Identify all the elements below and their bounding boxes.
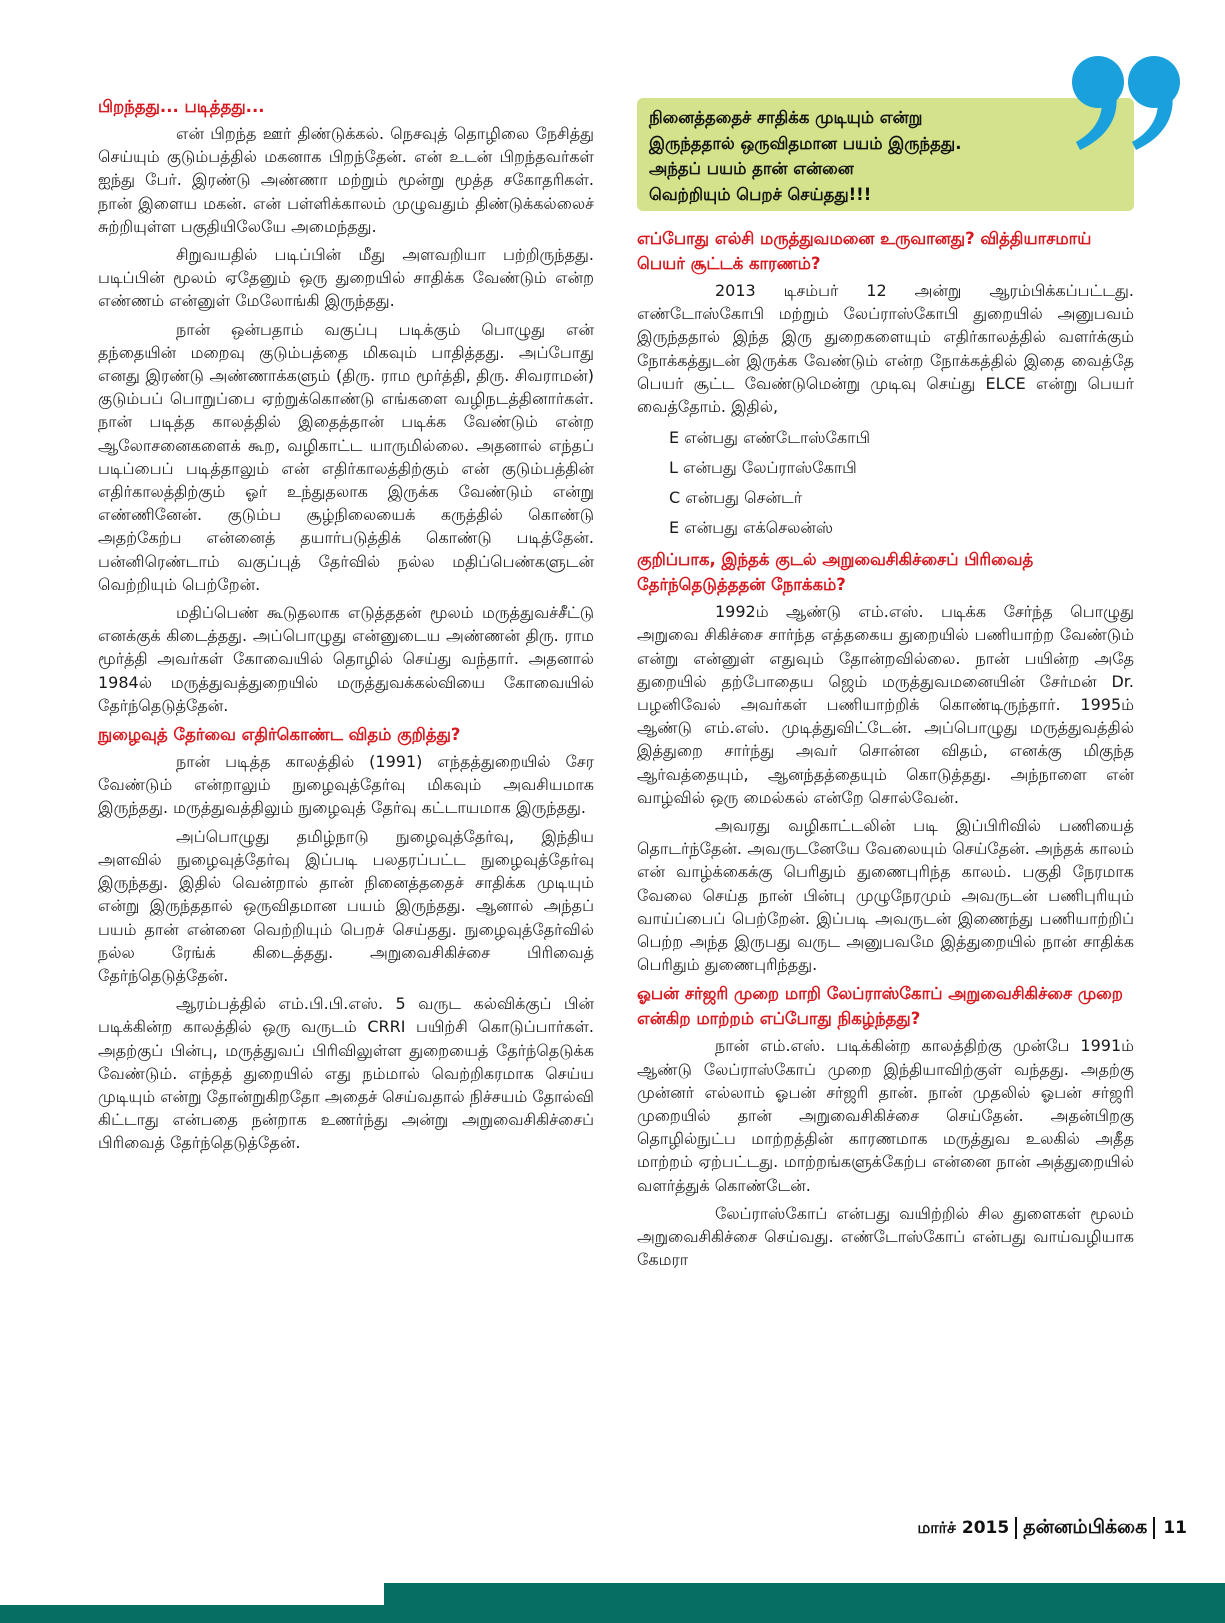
section-heading-specialization: குறிப்பாக, இந்தக் குடல் அறுவைசிகிச்சைப் பிரிவைத் தேர்ந்தெடுத்ததன் நோக்கம்?	[637, 550, 1034, 595]
paragraph: அப்பொழுது தமிழ்நாடு நுழைவுத்தேர்வு, இந்திய அளவில் நுழைவுத்தேர்வு இப்படி பலதரப்பட்ட நுழைவுத்தேர்வு இருந்தது. இதில் வென்றால் தான் நினைத்ததைச் சாதிக்க முடியும் என்று இருந்ததால் ஒருவிதமான பயம் இருந்தது. ஆனால் அந்தப் பயம் தான் என்னை வெற்றியும் பெறச் செய்தது. நுழைவுத்தேர்வில் நல்ல ரேங்க் கிடைத்தது. அறுவைசிகிச்சை பிரிவைத் தேர்ந்தெடுத்தேன்.	[98, 826, 594, 985]
left-column	[98, 90, 594, 1160]
section-heading-elce: எப்போது எல்சி மருத்துவமனை உருவானது? வித்தியாசமாய் பெயர் சூட்டக் காரணம்?	[637, 229, 1092, 273]
bottom-color-strip	[0, 1605, 1225, 1623]
section-heading-laparoscopy: ஓபன் சர்ஜரி முறை மாறி லேப்ராஸ்கோப் அறுவைசிகிச்சை முறை என்கிற மாற்றம் எப்போது நிகழ்ந்தது?	[637, 984, 1123, 1029]
elce-list-item: L என்பது லேப்ராஸ்கோபி	[669, 458, 857, 478]
right-column	[637, 222, 1134, 1277]
paragraph: லேப்ராஸ்கோப் என்பது வயிற்றில் சில துளைகள் மூலம் அறுவைசிகிச்சை செய்வது. எண்டோஸ்கோப் என்பது வாய்வழியாக கேமரா	[637, 1203, 1134, 1270]
paragraph: 2013 டிசம்பர் 12 அன்று ஆரம்பிக்கப்பட்டது. எண்டோஸ்கோபி மற்றும் லேப்ராஸ்கோபி துறையில் அனுபவம் இருந்ததால் இந்த இரு துறைகளையும் எதிர்காலத்தில் வளர்க்கும் நோக்கத்துடன் இருக்க வேண்டும் என்ற நோக்கத்தில் இதை வைத்தே பெயர் சூட்ட வேண்டுமென்று முடிவு செய்து ELCE என்று பெயர் வைத்தோம். இதில்,	[637, 281, 1134, 417]
pull-quote-line: நினைத்ததைச் சாதிக்க முடியும் என்று	[649, 108, 923, 127]
pull-quote-line: வெற்றியும் பெறச் செய்தது!!!	[649, 184, 872, 204]
paragraph: நான் ஒன்பதாம் வகுப்பு படிக்கும் பொழுது என் தந்தையின் மறைவு குடும்பத்தை மிகவும் பாதித்தது. அப்போது எனது இரண்டு அண்ணாக்களும் (திரு. ராம மூர்த்தி, திரு. சிவராமன்) குடும்பப் பொறுப்பை ஏற்றுக்கொண்டு எங்களை வழிநடத்தினார்கள். நான் படித்த காலத்தில் இதைத்தான் படிக்க வேண்டும் என்ற ஆலோசனைகளைக் கூற, வழிகாட்ட யாருமில்லை. அதனால் எந்தப் படிப்பைப் படித்தாலும் என் எதிர்காலத்திற்கும் என் குடும்பத்தின் எதிர்காலத்திற்கும் ஓர் உந்துதலாக இருக்க வேண்டும் என்று எண்ணினேன். குடும்ப சூழ்நிலையைக் கருத்தில் கொண்டு அதற்கேற்ப என்னைத் தயார்படுத்திக் கொண்டு படித்தேன். பன்னிரெண்டாம் வகுப்புத் தேர்வில் நல்ல மதிப்பெண்களுடன் வெற்றியும் பெற்றேன்.	[98, 319, 594, 594]
paragraph: மதிப்பெண் கூடுதலாக எடுத்ததன் மூலம் மருத்துவச்சீட்டு எனக்குக் கிடைத்தது. அப்பொழுது என்னுடைய அண்ணன் திரு. ராம மூர்த்தி அவர்கள் கோவையில் தொழில் செய்து வந்தார். அதனால் 1984ல் மருத்துவத்துறையில் மருத்துவக்கல்வியை கோவையில் தேர்ந்தெடுத்தேன்.	[98, 603, 594, 715]
footer-divider	[1015, 1517, 1017, 1539]
issue-month: மார்ச்	[917, 1517, 956, 1537]
paragraph: என் பிறந்த ஊர் திண்டுக்கல். நெசவுத் தொழிலை நேசித்து செய்யும் குடும்பத்தில் மகனாக பிறந்தேன். என் உடன் பிறந்தவர்கள் ஐந்து பேர். இரண்டு அண்ணா மற்றும் மூன்று மூத்த சகோதரிகள். நான் இளைய மகன். என் பள்ளிக்காலம் முழுவதும் திண்டுக்கல்லைச் சுற்றியுள்ள பகுதியிலேயே அமைந்தது.	[98, 124, 594, 236]
magazine-name: தன்னம்பிக்கை	[1023, 1515, 1148, 1538]
page-footer	[917, 1515, 1187, 1541]
paragraph: நான் எம்.எஸ். படிக்கின்ற காலத்திற்கு முன்பே 1991ம் ஆண்டு லேப்ராஸ்கோப் முறை இந்தியாவிற்குள் வந்தது. அதற்கு முன்னர் எல்லாம் ஓபன் சர்ஜரி தான். நான் முதலில் ஓபன் சர்ஜரி முறையில் தான் அறுவைசிகிச்சை செய்தேன். அதன்பிறகு தொழில்நுட்ப மாற்றத்தின் காரணமாக மருத்துவ உலகில் அதீத மாற்றம் ஏற்பட்டது. மாற்றங்களுக்கேற்ப என்னை நான் அத்துறையில் வளர்த்துக் கொண்டேன்.	[637, 1036, 1134, 1195]
paragraph: 1992ம் ஆண்டு எம்.எஸ். படிக்க சேர்ந்த பொழுது அறுவை சிகிச்சை சார்ந்த எத்தகைய துறையில் பணியாற்ற வேண்டும் என்று என்னுள் எதுவும் தோன்றவில்லை. நான் பயின்ற அதே துறையில் தற்போதைய ஜெம் மருத்துவமனையின் சேர்மன் Dr. பழனிவேல் அவர்கள் பணியாற்றிக் கொண்டிருந்தார். 1995ம் ஆண்டு எம்.எஸ். முடித்துவிட்டேன். அப்பொழுது மருத்துவத்தில் இத்துறை சார்ந்து அவர் சொன்ன விதம், எனக்கு மிகுந்த ஆர்வத்தையும், ஆனந்தத்தையும் கொடுத்தது. அந்நாளை என் வாழ்வில் ஒரு மைல்கல் என்றே சொல்வேன்.	[637, 602, 1134, 807]
issue-year: 2015	[961, 1518, 1010, 1538]
paragraph: ஆரம்பத்தில் எம்.பி.பி.எஸ். 5 வருட கல்விக்குப் பின் படிக்கின்ற காலத்தில் ஒரு வருடம் CRRI பயிற்சி கொடுப்பார்கள். அதற்குப் பின்பு, மருத்துவப் பிரிவிலுள்ள துறையைத் தேர்ந்தெடுக்க வேண்டும். எந்தத் துறையில் எது நம்மால் வெற்றிகரமாக செய்ய முடியும் என்று தோன்றுகிறதோ அதைச் செய்வதால் நிச்சயம் தோல்வி கிட்டாது என்பதை நன்றாக உணர்ந்து அன்று அறுவைசிகிச்சைப் பிரிவைத் தேர்ந்தெடுத்தேன்.	[98, 994, 594, 1153]
page-number: 11	[1163, 1518, 1187, 1538]
quotation-mark-icon	[1068, 46, 1188, 156]
paragraph: சிறுவயதில் படிப்பின் மீது அளவறியா பற்றிருந்தது. படிப்பின் மூலம் ஏதேனும் ஒரு துறையில் சாதிக்க வேண்டும் என்ற எண்ணம் என்னுள் மேலோங்கி இருந்தது.	[98, 245, 594, 311]
paragraph: நான் படித்த காலத்தில் (1991) எந்தத்துறையில் சேர வேண்டும் என்றாலும் நுழைவுத்தேர்வு மிகவும் அவசியமாக இருந்தது. மருத்துவத்திலும் நுழைவுத் தேர்வு கட்டாயமாக இருந்தது.	[98, 752, 594, 818]
pull-quote-line: அந்தப் பயம் தான் என்னை	[649, 159, 854, 178]
elce-list-item: E என்பது எண்டோஸ்கோபி	[669, 428, 871, 448]
pull-quote-box	[637, 98, 1134, 211]
elce-list-item: E என்பது எக்செலன்ஸ்	[669, 518, 834, 538]
paragraph: அவரது வழிகாட்டலின் படி இப்பிரிவில் பணியைத் தொடர்ந்தேன். அவருடனேயே வேலையும் செய்தேன். அந்தக் காலம் என் வாழ்க்கைக்கு பெரிதும் துணைபுரிந்த காலம். பகுதி நேரமாக வேலை செய்த நான் பின்பு முழுநேரமும் அவருடன் பணிபுரியும் வாய்ப்பைப் பெற்றேன். இப்படி அவருடன் இணைந்து பணியாற்றிப் பெற்ற அந்த இருபது வருட அனுபவமே இத்துறையில் நான் சாதிக்க பெரிதும் துணைபுரிந்தது.	[637, 816, 1134, 975]
pull-quote-line: இருந்ததால் ஒருவிதமான பயம் இருந்தது.	[649, 133, 962, 153]
section-heading-entrance-exam: நுழைவுத் தேர்வை எதிர்கொண்ட விதம் குறித்து?	[98, 725, 461, 745]
elce-list-item: C என்பது சென்டர்	[669, 488, 803, 508]
section-heading-birth: பிறந்தது... படித்தது...	[98, 97, 265, 116]
footer-divider	[1153, 1517, 1155, 1539]
